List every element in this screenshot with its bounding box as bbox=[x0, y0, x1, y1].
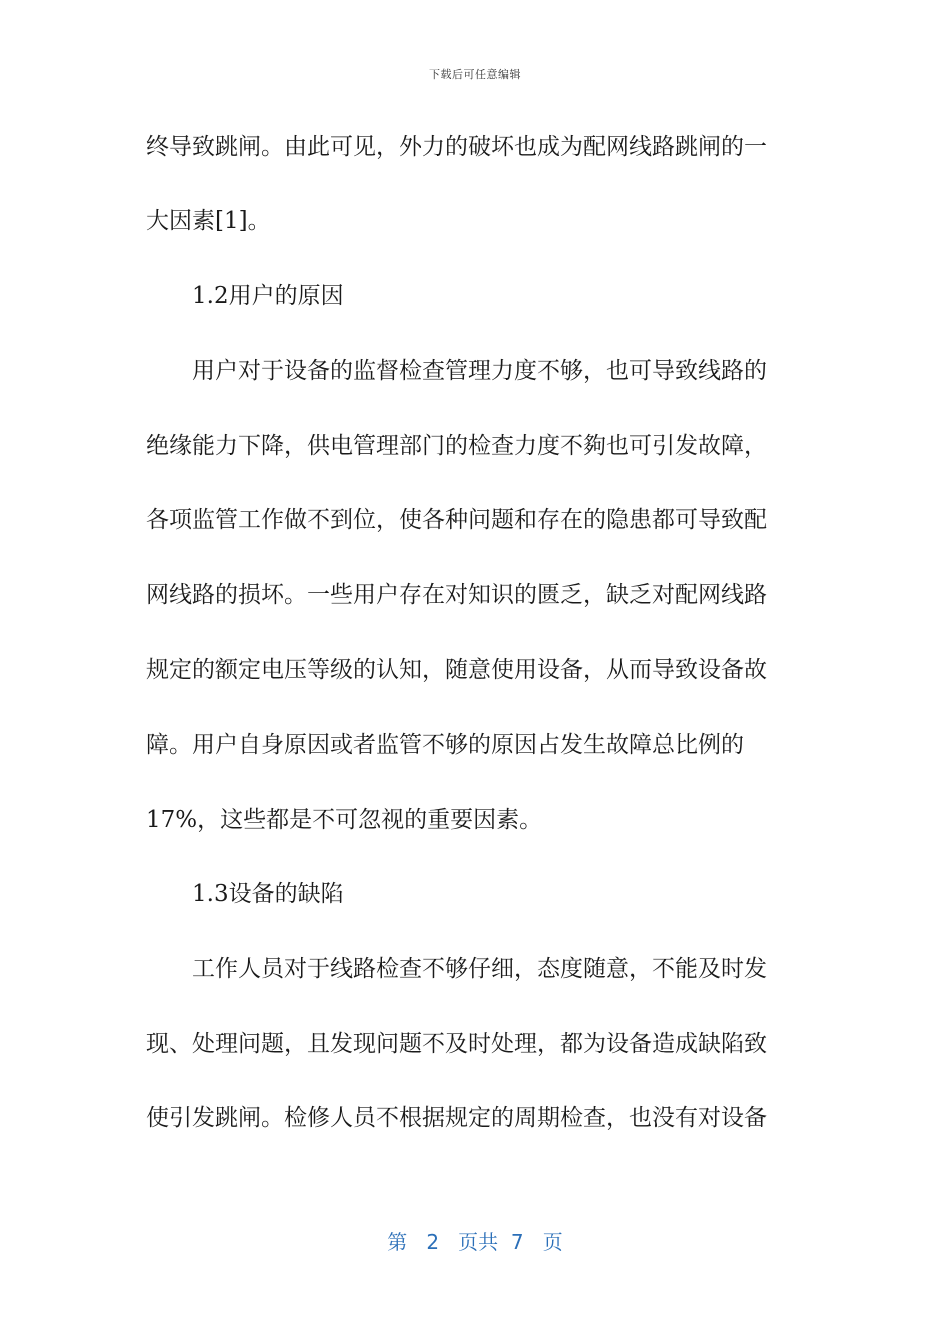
body-line: 网线路的损坏。一些用户存在对知识的匮乏，缺乏对配网线路 bbox=[146, 582, 767, 608]
footer-middle: 页共 bbox=[458, 1230, 499, 1254]
body-line: 使引发跳闸。检修人员不根据规定的周期检查，也没有对设备 bbox=[146, 1105, 767, 1131]
body-line: 用户对于设备的监督检查管理力度不够，也可导致线路的 bbox=[192, 358, 767, 384]
body-line: 工作人员对于线路检查不够仔细，态度随意，不能及时发 bbox=[192, 956, 767, 982]
body-line: 绝缘能力下降，供电管理部门的检查力度不夠也可引发故障， bbox=[146, 433, 767, 459]
body-line: 规定的额定电压等级的认知，随意使用设备，从而导致设备故 bbox=[146, 657, 767, 683]
body-line: 终导致跳闸。由此可见，外力的破坏也成为配网线路跳闸的一 bbox=[146, 134, 767, 160]
body-line: 障。用户自身原因或者监管不够的原因占发生故障总比例的 bbox=[146, 732, 744, 758]
section-heading: 1.3设备的缺陷 bbox=[192, 881, 344, 907]
footer-total-pages: 7 bbox=[510, 1230, 524, 1254]
body-line: 各项监管工作做不到位，使各种问题和存在的隐患都可导致配 bbox=[146, 507, 767, 533]
section-heading: 1.2用户的原因 bbox=[192, 283, 344, 309]
body-line: 17%，这些都是不可忽视的重要因素。 bbox=[146, 807, 543, 833]
body-line: 现、处理问题，且发现问题不及时处理，都为设备造成缺陷致 bbox=[146, 1031, 767, 1057]
page-footer bbox=[0, 1226, 950, 1255]
body-line: 大因素[1]。 bbox=[146, 208, 271, 234]
footer-suffix: 页 bbox=[542, 1230, 563, 1254]
footer-prefix: 第 bbox=[387, 1230, 408, 1254]
footer-page-number: 2 bbox=[426, 1230, 440, 1254]
header-note: 下载后可任意编辑 bbox=[429, 68, 521, 81]
